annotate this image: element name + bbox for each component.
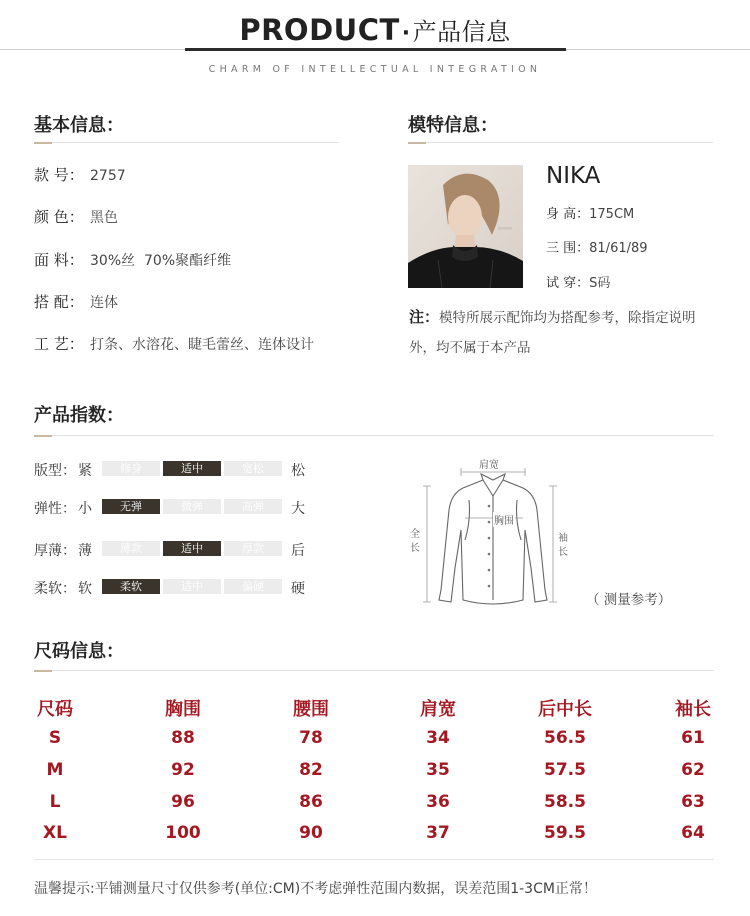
index-right-thickness: 后 [291, 543, 305, 559]
size-cell: XL [43, 823, 67, 843]
index-label-elasticity: 弹性： [34, 501, 76, 517]
page-header-title [0, 12, 750, 47]
header-title-en: PRODUCT [239, 13, 400, 47]
index-title: 产品指数： [34, 405, 124, 426]
model-info-title: 模特信息： [408, 115, 498, 136]
size-cell: 62 [681, 760, 705, 780]
model-note-text: 模特所展示配饰均为搭配参考，除指定说明外，均不属于本产品 [409, 310, 696, 356]
index-right-softness: 硬 [291, 581, 305, 597]
basic-label: 工 艺： [34, 335, 84, 353]
index-left-fit: 紧 [78, 463, 92, 479]
header-separator: · [401, 21, 411, 46]
index-bar-fit [102, 461, 282, 476]
size-cell: 34 [426, 728, 450, 748]
basic-info-divider [34, 142, 339, 143]
basic-label: 面 料： [34, 251, 84, 269]
size-info-title: 尺码信息： [34, 641, 124, 662]
model-note-label: 注： [409, 308, 440, 326]
size-col-header: 腰围 [293, 699, 329, 720]
basic-label: 搭 配： [34, 293, 84, 311]
index-option-selected: 无弹 [102, 499, 160, 514]
size-cell: 36 [426, 792, 450, 812]
basic-value: 2757 [90, 168, 126, 184]
basic-row-color [34, 206, 118, 227]
basic-value: 打条、水溶花、睫毛蕾丝、连体设计 [90, 337, 314, 353]
size-cell: S [48, 728, 62, 748]
index-label-softness: 柔软： [34, 581, 76, 597]
size-cell: M [46, 760, 64, 780]
basic-row-sku [34, 164, 126, 185]
model-note [409, 302, 719, 363]
index-left-elasticity: 小 [78, 501, 92, 517]
index-option: 修身 [102, 461, 160, 476]
model-label: 身 高： [546, 207, 590, 222]
index-label-thickness: 厚薄： [34, 543, 76, 559]
size-cell: L [49, 792, 61, 812]
basic-row-fabric [34, 249, 231, 270]
header-divider-accent [185, 48, 566, 51]
chest-label: 胸围 [493, 512, 515, 527]
size-cell: 37 [426, 823, 450, 843]
basic-value: 30%丝 70%聚酯纤维 [90, 253, 232, 269]
shoulder-label: 肩宽 [479, 460, 499, 471]
index-divider [34, 435, 714, 436]
header-title-cn: 产品信息 [412, 18, 511, 46]
size-cell: 59.5 [544, 823, 586, 843]
size-cell: 57.5 [544, 760, 586, 780]
model-row-height [546, 203, 634, 222]
model-value: 81/61/89 [589, 241, 648, 256]
size-cell: 58.5 [544, 792, 586, 812]
size-cell: 35 [426, 760, 450, 780]
index-option: 高弹 [224, 499, 282, 514]
basic-info-title: 基本信息： [34, 115, 124, 136]
size-col-header: 尺码 [37, 699, 73, 720]
basic-row-match [34, 291, 118, 312]
size-cell: 63 [681, 792, 705, 812]
length-label: 全 长 [410, 529, 420, 554]
index-option: 薄款 [102, 541, 160, 556]
basic-label: 款 号： [34, 166, 84, 184]
size-tip: 温馨提示:平铺测量尺寸仅供参考(单位:CM)不考虑弹性范围内数据，误差范围1-3CM正常！ [34, 881, 597, 897]
index-option-selected: 柔软 [102, 579, 160, 594]
index-left-softness: 软 [78, 581, 92, 597]
index-option: 微弹 [163, 499, 221, 514]
model-label: 试 穿： [546, 276, 590, 291]
size-cell: 100 [165, 823, 201, 843]
size-cell: 56.5 [544, 728, 586, 748]
basic-row-craft [34, 333, 314, 354]
size-col-header: 胸围 [165, 699, 201, 720]
index-option: 厚款 [224, 541, 282, 556]
model-row-trial-size [546, 272, 610, 291]
size-cell: 78 [299, 728, 323, 748]
size-cell: 64 [681, 823, 705, 843]
index-option-selected: 适中 [163, 461, 221, 476]
size-cell: 61 [681, 728, 705, 748]
index-bar-elasticity [102, 499, 282, 514]
model-row-measurements [546, 237, 648, 256]
model-value: 175CM [589, 207, 635, 222]
size-col-header: 袖长 [675, 699, 711, 720]
model-name: NIKA [546, 163, 601, 189]
sleeve-label: 袖 长 [558, 533, 568, 558]
size-cell: 86 [299, 792, 323, 812]
index-bar-thickness [102, 541, 282, 556]
model-info-divider [408, 142, 713, 143]
size-col-header: 后中长 [538, 699, 592, 720]
size-col-header: 肩宽 [420, 699, 456, 720]
model-value: S码 [589, 276, 611, 291]
measurement-note: （ 测量参考） [586, 592, 672, 608]
index-bar-softness [102, 579, 282, 594]
size-cell: 96 [171, 792, 195, 812]
basic-label: 颜 色： [34, 208, 84, 226]
header-subtitle: CHARM OF INTELLECTUAL INTEGRATION [208, 64, 542, 75]
model-label: 三 围： [546, 241, 590, 256]
basic-value: 黑色 [90, 210, 118, 226]
basic-value: 连体 [90, 295, 118, 311]
size-info-divider [34, 670, 714, 671]
index-left-thickness: 薄 [78, 543, 92, 559]
index-option: 适中 [163, 579, 221, 594]
index-option: 宽松 [224, 461, 282, 476]
size-cell: 88 [171, 728, 195, 748]
measurement-diagram [405, 450, 590, 620]
size-cell: 90 [299, 823, 323, 843]
size-table-divider [34, 859, 714, 860]
index-label-fit: 版型： [34, 463, 76, 479]
index-option-selected: 适中 [163, 541, 221, 556]
model-photo [408, 165, 523, 288]
size-cell: 82 [299, 760, 323, 780]
index-right-fit: 松 [291, 463, 305, 479]
index-right-elasticity: 大 [291, 501, 305, 517]
size-cell: 92 [171, 760, 195, 780]
index-option: 偏硬 [224, 579, 282, 594]
